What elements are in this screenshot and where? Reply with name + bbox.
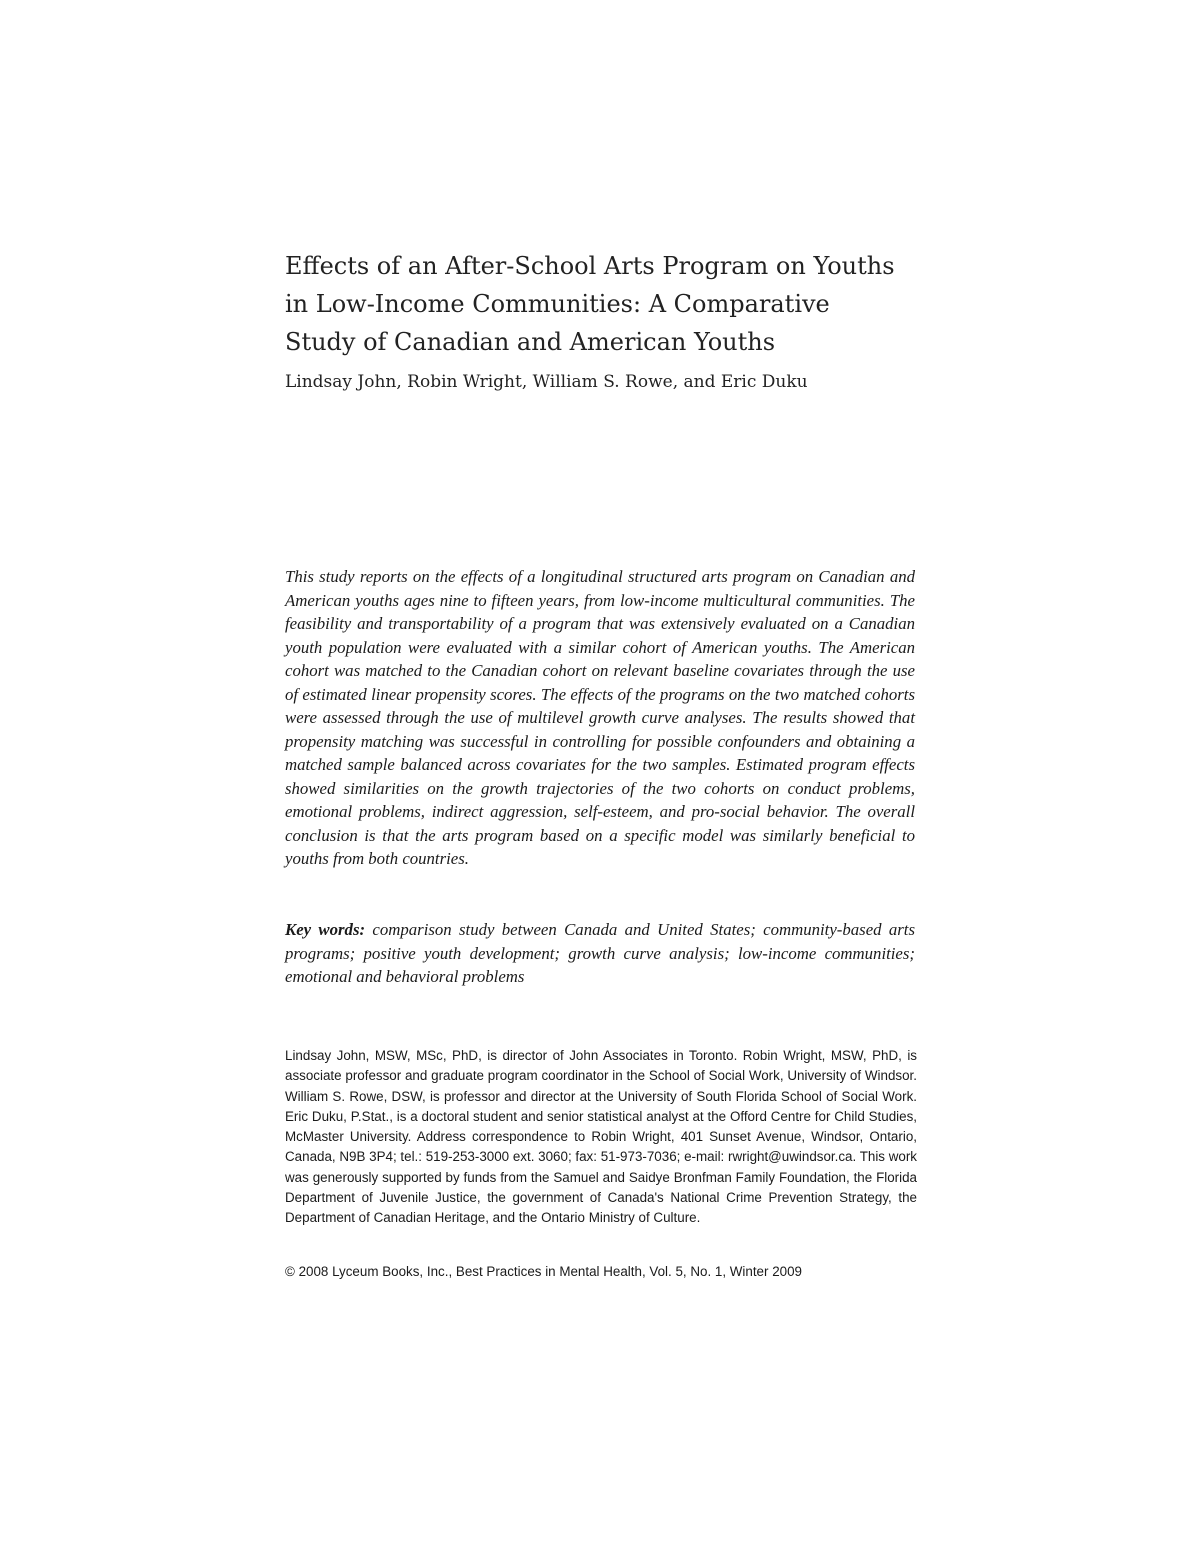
title-line: Study of Canadian and American Youths: [285, 328, 776, 356]
copyright-line: © 2008 Lyceum Books, Inc., Best Practices in Mental Health, Vol. 5, No. 1, Winter 2009: [285, 1264, 802, 1279]
title-line: in Low-Income Communities: A Comparative: [285, 290, 830, 318]
article-title: [285, 247, 925, 361]
author-list: Lindsay John, Robin Wright, William S. Rowe, and Eric Duku: [285, 372, 808, 392]
keywords-label: Key words:: [285, 920, 366, 939]
author-bio-footnote: Lindsay John, MSW, MSc, PhD, is director of John Associates in Toronto. Robin Wright, MSW, PhD, is associate professor and graduate program coordinator in the School of Social Work, University of Windsor. William S. Rowe, DSW, is professor and director at the University of South Florida School of Social Work. Eric Duku, P.Stat., is a doctoral student and senior statistical analyst at the Offord Centre for Child Studies, McMaster University. Address correspondence to Robin Wright, 401 Sunset Avenue, Windsor, Ontario, Canada, N9B 3P4; tel.: 519-253-3000 ext. 3060; fax: 51-973-7036; e-mail: rwright@uwindsor.ca. This work was generously supported by funds from the Samuel and Saidye Bronfman Family Foundation, the Florida Department of Juvenile Justice, the government of Canada's National Crime Prevention Strategy, the Department of Canadian Heritage, and the Ontario Ministry of Culture.: [285, 1048, 917, 1226]
title-line: Effects of an After-School Arts Program on Youths: [285, 252, 895, 280]
abstract: This study reports on the effects of a longitudinal structured arts program on Canadian and American youths ages nine to fifteen years, from low-income multicultural communities. The feasibility and transportability of a program that was extensively evaluated on a Canadian youth population were evaluated with a similar cohort of American youths. The American cohort was matched to the Canadian cohort on relevant baseline covariates through the use of estimated linear propensity scores. The effects of the programs on the two matched cohorts were assessed through the use of multilevel growth curve analyses. The results showed that propensity matching was successful in controlling for possible confounders and obtaining a matched sample balanced across covariates for the two samples. Estimated program effects showed similarities on the growth trajectories of the two cohorts on conduct problems, emotional problems, indirect aggression, self-esteem, and pro-social behavior. The overall conclusion is that the arts program based on a specific model was similarly beneficial to youths from both countries.: [285, 567, 915, 868]
keywords: [285, 918, 915, 989]
keywords-text: comparison study between Canada and United States; community-based arts programs; positive youth development; growth curve analysis; low-income communities; emotional and behavioral problems: [285, 920, 915, 986]
